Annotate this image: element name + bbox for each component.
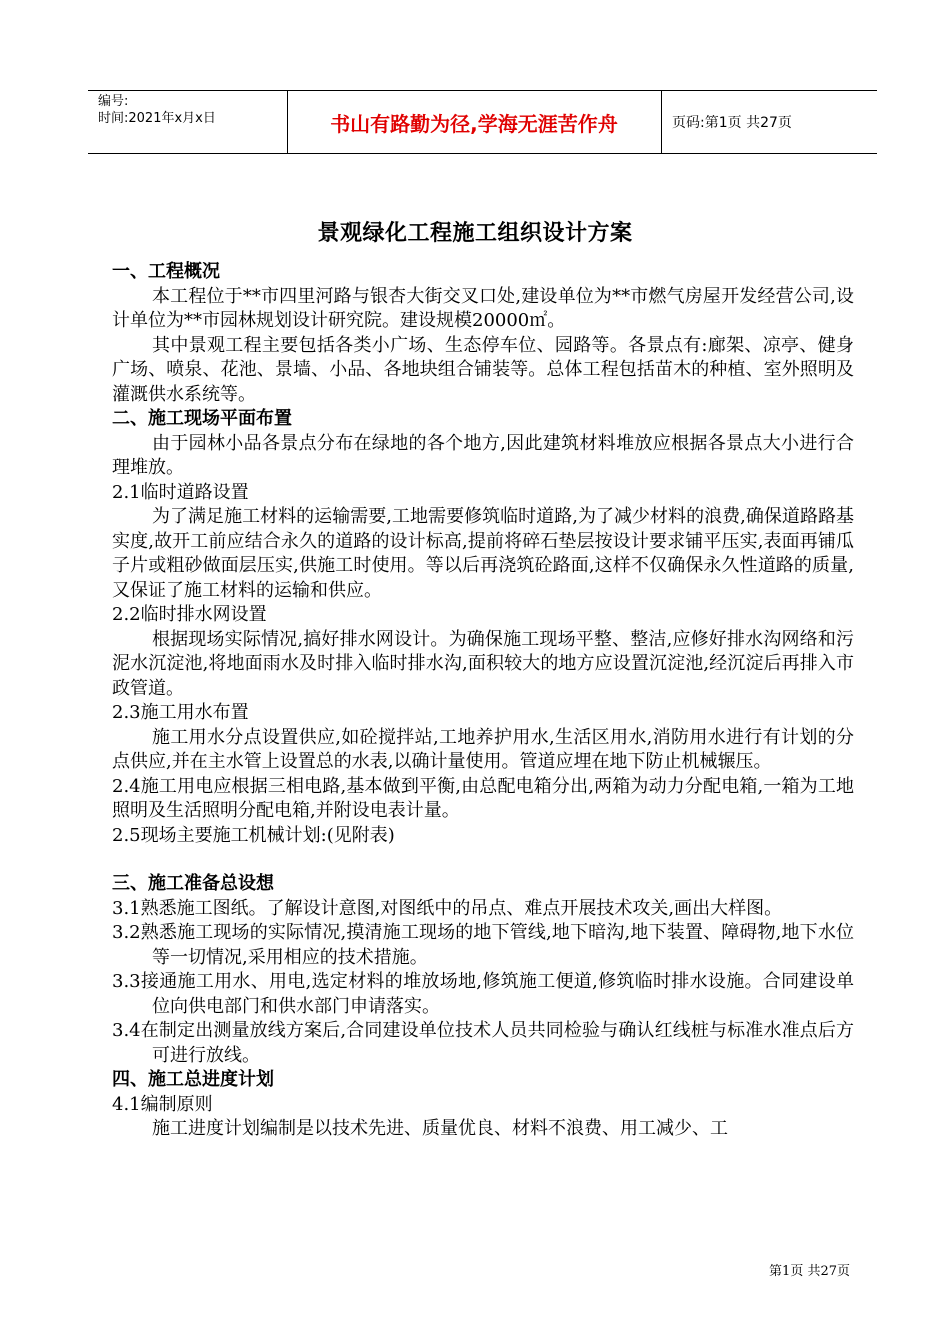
paragraph: 本工程位于**市四里河路与银杏大街交叉口处,建设单位为**市燃气房屋开发经营公司,设计单位为**市园林规划设计研究院。建设规模20000㎡。 [112,285,854,331]
paragraph: 根据现场实际情况,搞好排水网设计。为确保施工现场平整、整洁,应修好排水沟网络和污泥水沉淀池,将地面雨水及时排入临时排水沟,面积较大的地方应设置沉淀池,经沉淀后再排入市政管道。 [112,628,854,699]
paragraph: 其中景观工程主要包括各类小广场、生态停车位、园路等。各景点有:廊架、凉亭、健身广场、喷泉、花池、景墙、小品、各地块组合铺装等。总体工程包括苗木的种植、室外照明及灌溉供水系统等。 [112,334,854,405]
document-number-label: 编号: [98,94,129,109]
paragraph: 2.5现场主要施工机械计划:(见附表) [112,824,395,846]
paragraph: 2.1临时道路设置 [112,481,249,503]
section-heading: 二、施工现场平面布置 [112,408,292,429]
paragraph: 施工进度计划编制是以技术先进、质量优良、材料不浪费、用工减少、工 [152,1118,728,1139]
paragraph: 为了满足施工材料的运输需要,工地需要修筑临时道路,为了减少材料的浪费,确保道路路基实度,故开工前应结合永久的道路的设计标高,提前将碎石垫层按设计要求铺平压实,表面再铺瓜子片或粗砂做面层压实,供施工时使用。等以后再浇筑砼路面,这样不仅确保永久性道路的质量,又保证了施工材料的运输和供应。 [112,506,854,601]
document-body [112,260,854,1142]
section-heading: 三、施工准备总设想 [112,873,274,894]
page-header [88,90,877,154]
paragraph: 2.2临时排水网设置 [112,604,267,625]
page-footer: 第1页 共27页 [769,1264,850,1279]
header-meta [98,93,216,127]
paragraph: 2.3施工用水布置 [112,702,249,723]
paragraph: 施工用水分点设置供应,如砼搅拌站,工地养护用水,生活区用水,消防用水进行有计划的分点供应,并在主水管上设置总的水表,以确计量使用。管道应埋在地下防止机械辗压。 [112,726,854,772]
header-page-info: 页码:第1页 共27页 [672,115,792,131]
paragraph: 3.3接通施工用水、用电,选定材料的堆放场地,修筑施工便道,修筑临时排水设施。合同建设单位向供电部门和供水部门申请落实。 [112,971,854,1017]
header-motto: 书山有路勤为径,学海无涯苦作舟 [330,111,618,136]
paragraph: 2.4施工用电应根据三相电路,基本做到平衡,由总配电箱分出,两箱为动力分配电箱,一箱为工地照明及生活照明分配电箱,并附设电表计量。 [112,775,854,821]
paragraph: 3.2熟悉施工现场的实际情况,摸清施工现场的地下管线,地下暗沟,地下装置、障碍物,地下水位等一切情况,采用相应的技术措施。 [112,922,854,968]
paragraph: 3.4在制定出测量放线方案后,合同建设单位技术人员共同检验与确认红线桩与标准水准点后方可进行放线。 [112,1020,854,1066]
document-title: 景观绿化工程施工组织设计方案 [317,221,633,246]
header-divider [661,91,662,153]
paragraph: 4.1编制原则 [112,1093,213,1115]
document-date: 时间:2021年x月x日 [98,111,216,126]
paragraph: 由于园林小品各景点分布在绿地的各个地方,因此建筑材料堆放应根据各景点大小进行合理堆放。 [112,432,854,478]
section-heading: 四、施工总进度计划 [112,1069,274,1090]
section-heading: 一、工程概况 [112,261,220,282]
paragraph: 3.1熟悉施工图纸。了解设计意图,对图纸中的吊点、难点开展技术攻关,画出大样图。 [112,897,783,919]
